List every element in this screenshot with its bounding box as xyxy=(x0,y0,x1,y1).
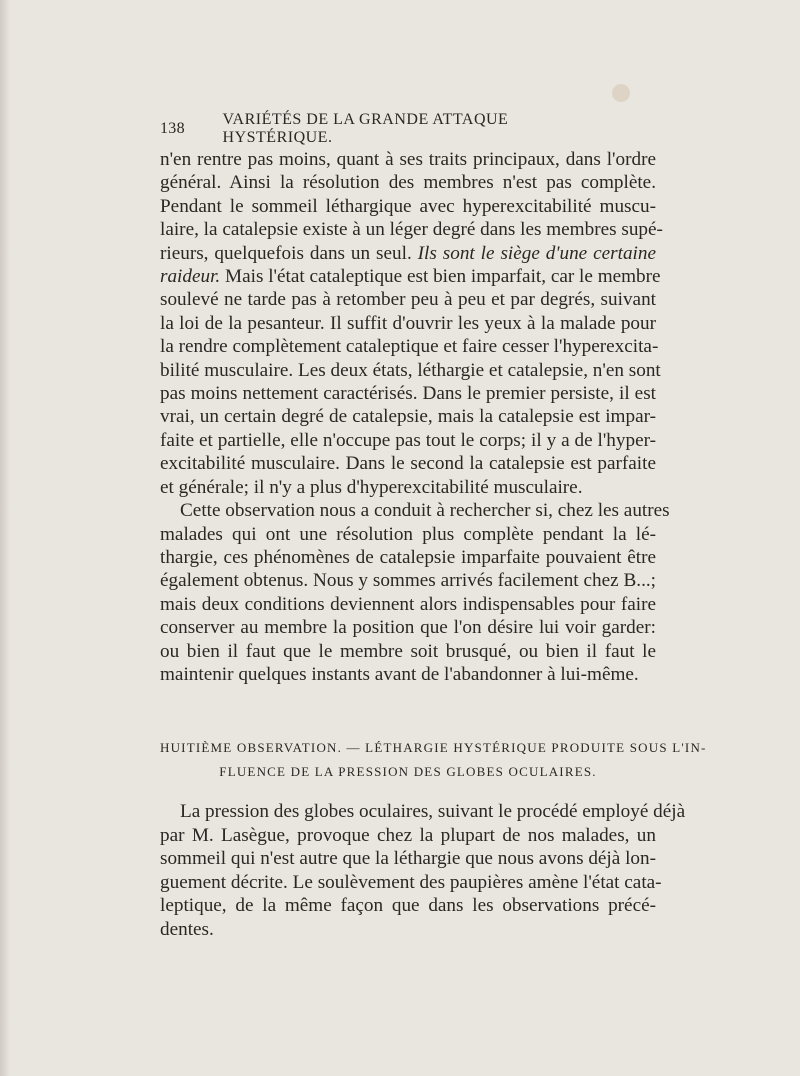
text-line: n'en rentre pas moins, quant à ses traits principaux, dans l'ordre xyxy=(160,149,656,170)
text-line: également obtenus. Nous y sommes arrivés facilement chez B...; xyxy=(160,570,656,592)
text-run: rieurs, quelquefois dans un seul. xyxy=(160,242,412,264)
text-line: La pression des globes oculaires, suivant le procédé employé déjà xyxy=(180,801,686,822)
page-number: 138 xyxy=(160,120,185,137)
text-line: pas moins nettement caractérisés. Dans le premier persiste, il est xyxy=(160,383,656,405)
text-line: ou bien il faut que le membre soit brusqué, ou bien il faut le xyxy=(160,640,656,662)
text-line: malades qui ont une résolution plus complète pendant la lé- xyxy=(160,523,656,545)
text-line: thargie, ces phénomènes de catalepsie imparfaite pouvaient être xyxy=(160,546,656,568)
italic-run: raideur. xyxy=(160,266,221,288)
text-line: par M. Lasègue, provoque chez la plupart de nos malades, un xyxy=(160,824,656,846)
paragraph-2 xyxy=(160,499,670,686)
text-line: vrai, un certain degré de catalepsie, mais la catalepsie est impar- xyxy=(160,406,656,428)
text-line: Pendant le sommeil léthargique avec hyperexcitabilité muscu- xyxy=(160,195,656,217)
running-head xyxy=(160,111,580,146)
text-line: bilité musculaire. Les deux états, léthargie et catalepsie, n'en sont xyxy=(160,359,661,381)
text-run: Mais l'état cataleptique est bien imparfait, car le membre xyxy=(225,266,661,288)
running-head-title: VARIÉTÉS DE LA GRANDE ATTAQUE HYSTÉRIQUE. xyxy=(222,111,509,146)
text-line: la loi de la pesanteur. Il suffit d'ouvrir les yeux à la malade pour xyxy=(160,312,656,334)
text-line: général. Ainsi la résolution des membres n'est pas complète. xyxy=(160,172,656,194)
text-line: la rendre complètement cataleptique et faire cesser l'hyperexcita- xyxy=(160,336,659,358)
paragraph-1 xyxy=(160,148,663,499)
body-text xyxy=(160,148,670,686)
observation-heading xyxy=(160,736,707,784)
text-line-mixed xyxy=(160,242,656,265)
text-line: excitabilité musculaire. Dans le second la catalepsie est parfaite xyxy=(160,453,656,475)
page-edge xyxy=(0,0,10,1076)
text-line: sommeil qui n'est autre que la léthargie que nous avons déjà lon- xyxy=(160,848,656,870)
text-line: Cette observation nous a conduit à rechercher si, chez les autres xyxy=(180,500,670,522)
text-line: laire, la catalepsie existe à un léger degré dans les membres supé- xyxy=(160,219,663,241)
text-line: guement décrite. Le soulèvement des paupières amène l'état cata- xyxy=(160,871,662,893)
paragraph-3 xyxy=(160,800,686,942)
text-line: maintenir quelques instants avant de l'abandonner à lui-même. xyxy=(160,663,639,685)
observation-text xyxy=(160,800,686,942)
heading-line-1: HUITIÈME OBSERVATION. — LÉTHARGIE HYSTÉRIQUE PRODUITE SOUS L'IN- xyxy=(160,740,707,755)
text-line-mixed xyxy=(160,265,661,288)
text-line: soulevé ne tarde pas à retomber peu à peu et par degrés, suivant xyxy=(160,289,656,311)
text-line: conserver au membre la position que l'on désire lui voir garder: xyxy=(160,617,656,639)
text-line: et générale; il n'y a plus d'hyperexcitabilité musculaire. xyxy=(160,476,583,498)
text-line: mais deux conditions deviennent alors indispensables pour faire xyxy=(160,593,656,615)
text-line: leptique, de la même façon que dans les observations précé- xyxy=(160,895,656,917)
italic-run: Ils sont le siège d'une certaine xyxy=(417,242,656,264)
paper-stain xyxy=(612,84,630,102)
text-line: dentes. xyxy=(160,918,214,940)
heading-line-2: FLUENCE DE LA PRESSION DES GLOBES OCULAIRES. xyxy=(219,764,597,779)
text-line: faite et partielle, elle n'occupe pas tout le corps; il y a de l'hyper- xyxy=(160,429,656,451)
